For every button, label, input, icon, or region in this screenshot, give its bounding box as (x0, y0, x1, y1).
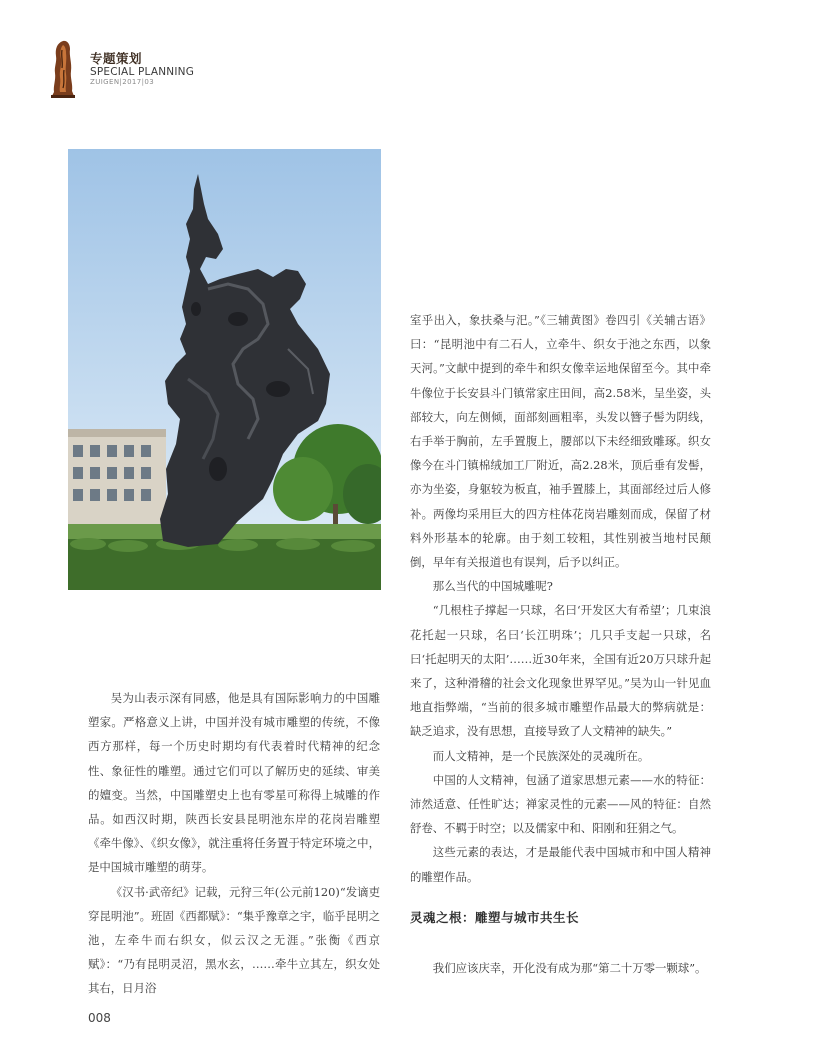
body-paragraph: 这些元素的表达，才是最能代表中国城市和中国人精神的雕塑作品。 (410, 845, 711, 884)
body-paragraph: “几根柱子撑起一只球，名曰‘开发区大有希望’；几束浪花托起一只球，名曰‘长江明珠’；几只手支起一只球，名曰‘托起明天的太阳’……近30年来，全国有近20万只球升起来了，这种滑稽的社会文化现象世界罕见。”吴为山一针见血地直指弊端，“当前的很多城市雕塑作品最大的弊病就是：缺乏追求，没有思想，直接导致了人文精神的缺失。” (410, 603, 711, 739)
body-paragraph: 吴为山表示深有同感，他是具有国际影响力的中国雕塑家。严格意义上讲，中国并没有城市雕塑的传统，不像西方那样，每一个历史时期均有代表着时代精神的纪念性、象征性的雕塑。通过它们可以了解历史的延续、审美的嬗变。当然，中国雕塑史上也有零星可称得上城雕的作品。如西汉时期，陕西长安县昆明池东岸的花岗岩雕塑《牵牛像》、《织女像》，就注重将任务置于特定环境之中，是中国城市雕塑的萌芽。 (88, 691, 380, 875)
body-paragraph: 室乎出入，象扶桑与汜。”《三辅黄图》卷四引《关辅古语》曰：“昆明池中有二石人，立牵牛、织女于池之东西，以象天河。”文献中提到的牵牛和织女像幸运地保留至今。其中牵牛像位于长安县斗门镇常家庄田间，高2.58米，呈坐姿，头部较大，向左侧倾，面部刻画粗率，头发以簪子髻为阴线，右手举于胸前，左手置腹上，腰部以下未经细致雕琢。织女像今在斗门镇棉绒加工厂附近，高2.28米，顶后垂有发髻，亦为坐姿，身躯较为板直，袖手置膝上，其面部经过后人修补。两像均采用巨大的四方柱体花岗岩雕刻而成，保留了材料外形基本的轮廓。由于刻工较粗，其性别被当地村民颠倒，早年有关报道也有误判，后予以纠正。 (410, 313, 711, 570)
page-header (50, 40, 370, 100)
left-text-column (88, 686, 380, 1001)
section-label (90, 52, 194, 87)
right-text-column (410, 308, 711, 889)
body-paragraph: 我们应该庆幸，开化没有成为那“第二十万零一颗球”。 (432, 961, 707, 975)
issue-code: ZUIGEN|2017|03 (90, 78, 155, 86)
body-paragraph: 而人文精神，是一个民族深处的灵魂所在。 (432, 748, 650, 763)
page-number: 008 (88, 1011, 111, 1025)
root-sculpture-logo-icon (50, 40, 76, 98)
sculpture-photo-image (68, 149, 381, 590)
body-paragraph: 那么当代的中国城雕呢? (432, 579, 553, 594)
sculpture-photo (68, 149, 381, 590)
section-title-zh: 专题策划 (90, 51, 143, 66)
body-paragraph: 《汉书·武帝纪》记载，元狩三年(公元前120)“发谪吏穿昆明池”。班固《西都赋》：“集乎豫章之宇，临乎昆明之池，左牵牛而右织女，似云汉之无涯。”张衡《西京赋》：“乃有昆明灵沼，黑水玄，……牵牛立其左，织女处其右，日月浴 (88, 884, 380, 996)
right-text-column-continued (410, 956, 711, 980)
body-paragraph: 中国的人文精神，包涵了道家思想元素——水的特征：沛然适意、任性旷达；禅家灵性的元素——风的特征：自然舒卷、不羁于时空；以及儒家中和、阳刚和狂狷之气。 (410, 772, 711, 836)
section-subheading: 灵魂之根：雕塑与城市共生长 (410, 910, 580, 925)
section-title-en: SPECIAL PLANNING (90, 66, 195, 78)
